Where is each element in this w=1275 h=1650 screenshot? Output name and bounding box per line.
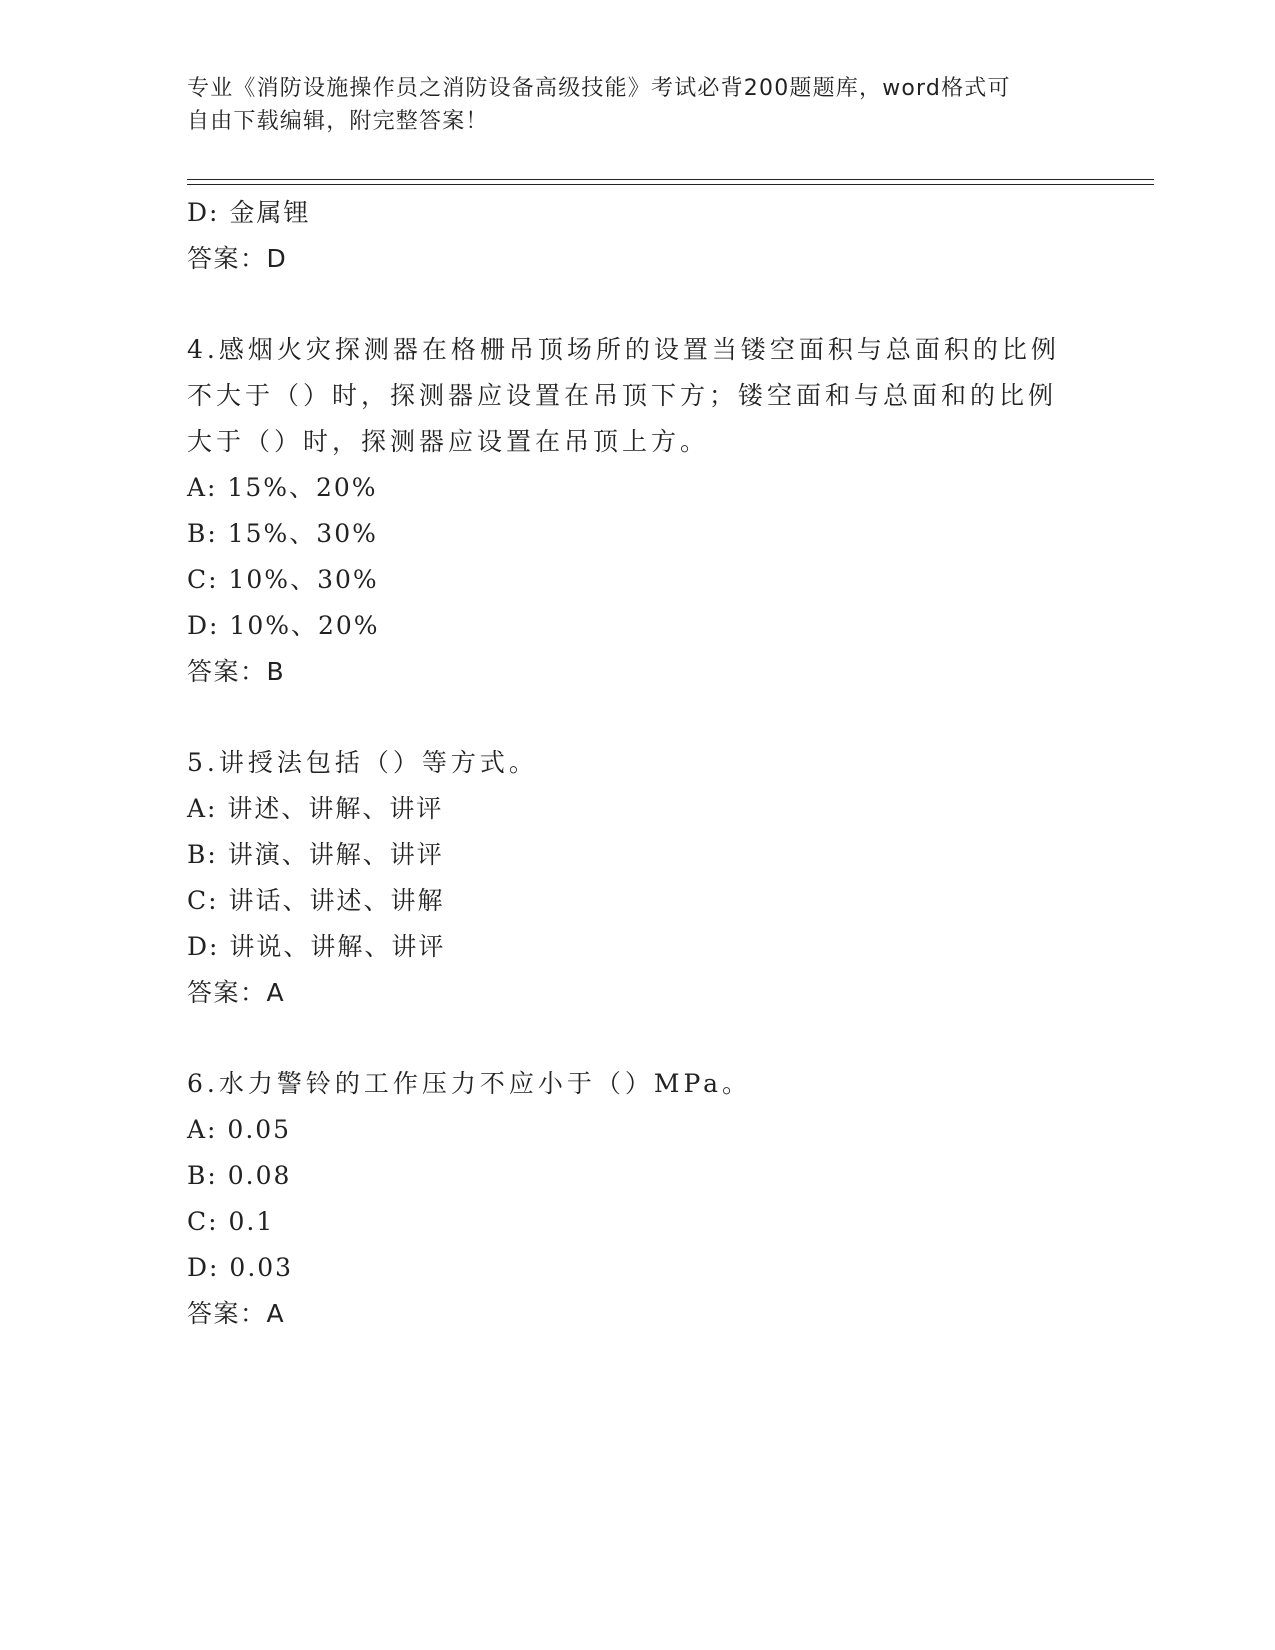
option-c: C: 10%、30% <box>187 565 379 594</box>
option-c: C: 讲话、讲述、讲解 <box>187 886 445 915</box>
question-6 <box>187 1061 1147 1337</box>
answer-line: 答案：B <box>187 657 286 686</box>
option-c: C: 0.1 <box>187 1207 275 1236</box>
option-d: D: 0.03 <box>187 1253 294 1282</box>
option-b: B: 讲演、讲解、讲评 <box>187 840 444 869</box>
option-a: A: 0.05 <box>187 1115 292 1144</box>
option-a: A: 讲述、讲解、讲评 <box>187 794 444 823</box>
question-stem-line: 5.讲授法包括（）等方式。 <box>187 748 538 777</box>
option-b: B: 15%、30% <box>187 519 378 548</box>
question-stem-line: 大于（）时，探测器应设置在吊顶上方。 <box>187 427 710 456</box>
answer-line: 答案：A <box>187 1299 286 1328</box>
header-line-1: 专业《消防设施操作员之消防设备高级技能》考试必背200题题库，word格式可 <box>187 76 1011 101</box>
question-stem-line: 4.感烟火灾探测器在格栅吊顶场所的设置当镂空面积与总面积的比例 <box>187 335 1060 364</box>
question-stem-line: 6.水力警铃的工作压力不应小于（）MPa。 <box>187 1069 752 1098</box>
option-d: D: 金属锂 <box>187 198 311 227</box>
header-divider <box>187 179 1154 185</box>
option-d: D: 10%、20% <box>187 611 380 640</box>
question-5 <box>187 740 1147 1016</box>
question-list <box>187 190 1147 1337</box>
question-4 <box>187 327 1147 695</box>
answer-line: 答案：D <box>187 244 288 273</box>
option-a: A: 15%、20% <box>187 473 378 502</box>
carryover-question <box>187 190 1147 282</box>
header-line-2: 自由下载编辑，附完整答案！ <box>187 109 489 134</box>
document-header <box>187 72 1087 138</box>
option-b: B: 0.08 <box>187 1161 292 1190</box>
question-stem-line: 不大于（）时，探测器应设置在吊顶下方；镂空面和与总面和的比例 <box>187 381 1058 410</box>
answer-line: 答案：A <box>187 978 286 1007</box>
option-d: D: 讲说、讲解、讲评 <box>187 932 446 961</box>
